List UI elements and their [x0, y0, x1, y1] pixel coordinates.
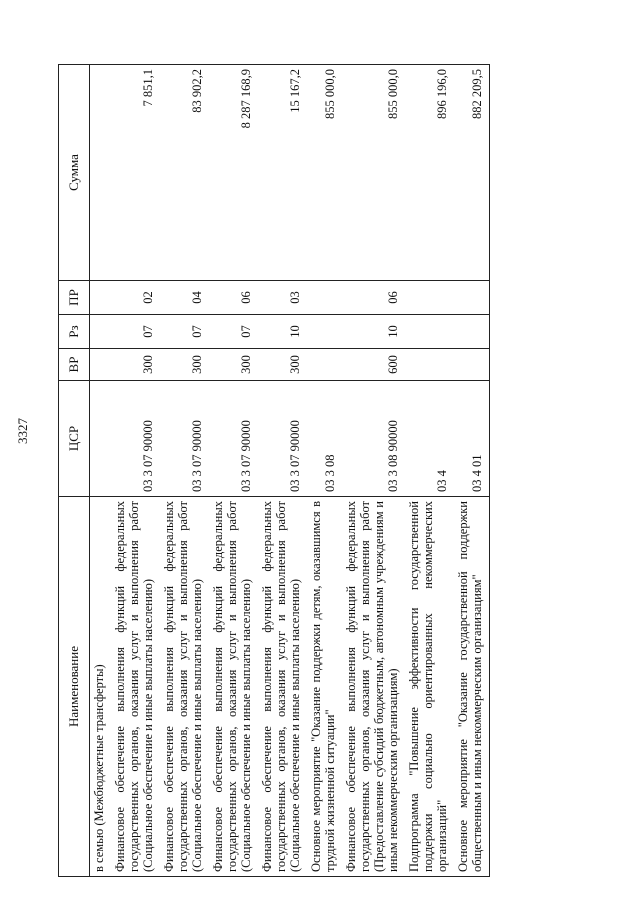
budget-table-page	[58, 65, 608, 877]
row-rz	[90, 315, 112, 349]
row-pr	[405, 281, 454, 315]
row-rz	[454, 315, 490, 349]
row-name: в семью (Межбюджетные трансферты)	[90, 497, 112, 877]
row-name: Финансовое обеспечение выполнения функций федеральных государственных органов, оказания услуг и выполнения работ (Социальное обеспечение и иные выплаты населению)	[209, 497, 258, 877]
row-pr: 04	[160, 281, 209, 315]
row-sum: 855 000,0	[342, 65, 405, 281]
row-name: Финансовое обеспечение выполнения функций федеральных государственных органов, оказания услуг и выполнения работ (Социальное обеспечение и иные выплаты населению)	[258, 497, 307, 877]
row-vr: 300	[209, 349, 258, 381]
row-csr: 03 3 07 90000	[209, 381, 258, 497]
row-pr	[90, 281, 112, 315]
table-row	[307, 65, 342, 877]
column-header-sum: Сумма	[59, 65, 90, 281]
row-sum: 855 000,0	[307, 65, 342, 281]
row-sum: 896 196,0	[405, 65, 454, 281]
row-csr: 03 3 07 90000	[111, 381, 160, 497]
row-pr	[454, 281, 490, 315]
row-rz: 10	[342, 315, 405, 349]
row-csr: 03 3 08	[307, 381, 342, 497]
table-row	[209, 65, 258, 877]
row-vr	[405, 349, 454, 381]
row-rz: 10	[258, 315, 307, 349]
row-pr: 06	[342, 281, 405, 315]
row-vr	[90, 349, 112, 381]
row-rz	[405, 315, 454, 349]
row-sum: 7 851,1	[111, 65, 160, 281]
table-row	[405, 65, 454, 877]
row-vr	[307, 349, 342, 381]
row-rz	[307, 315, 342, 349]
row-csr: 03 4 01	[454, 381, 490, 497]
row-sum: 15 167,2	[258, 65, 307, 281]
row-pr: 02	[111, 281, 160, 315]
row-name: Финансовое обеспечение выполнения функций федеральных государственных органов, оказания услуг и выполнения работ (Предоставление субсидий бюджетным, автономным учреждениям и иным некоммерческим организациям)	[342, 497, 405, 877]
table-body	[90, 65, 490, 877]
row-sum	[90, 65, 112, 281]
row-vr: 300	[160, 349, 209, 381]
row-rz: 07	[160, 315, 209, 349]
row-csr: 03 3 08 90000	[342, 381, 405, 497]
table-row	[90, 65, 112, 877]
table-row	[111, 65, 160, 877]
row-name: Финансовое обеспечение выполнения функций федеральных государственных органов, оказания услуг и выполнения работ (Социальное обеспечение и иные выплаты населению)	[111, 497, 160, 877]
row-csr: 03 4	[405, 381, 454, 497]
table-row	[454, 65, 490, 877]
row-csr: 03 3 07 90000	[258, 381, 307, 497]
row-sum: 882 209,5	[454, 65, 490, 281]
column-header-name: Наименование	[59, 497, 90, 877]
row-rz: 07	[111, 315, 160, 349]
table-row	[160, 65, 209, 877]
row-rz: 07	[209, 315, 258, 349]
row-name: Основное мероприятие "Оказание поддержки детям, оказавшимся в трудной жизненной ситуации"	[307, 497, 342, 877]
row-pr: 03	[258, 281, 307, 315]
row-pr	[307, 281, 342, 315]
row-vr: 300	[258, 349, 307, 381]
row-vr: 600	[342, 349, 405, 381]
column-header-pr: ПР	[59, 281, 90, 315]
budget-table	[58, 64, 490, 877]
table-header-row	[59, 65, 90, 877]
row-pr: 06	[209, 281, 258, 315]
row-name: Подпрограмма "Повышение эффективности государственной поддержки социально ориентированных некоммерческих организаций"	[405, 497, 454, 877]
column-header-rz: Рз	[59, 315, 90, 349]
page-number: 3327	[15, 418, 30, 444]
row-csr: 03 3 07 90000	[160, 381, 209, 497]
row-vr: 300	[111, 349, 160, 381]
row-sum: 83 902,2	[160, 65, 209, 281]
row-csr	[90, 381, 112, 497]
column-header-vr: ВР	[59, 349, 90, 381]
row-sum: 8 287 168,9	[209, 65, 258, 281]
row-vr	[454, 349, 490, 381]
row-name: Основное мероприятие "Оказание государственной поддержки общественным и иным некоммерческим организациям"	[454, 497, 490, 877]
column-header-csr: ЦСР	[59, 381, 90, 497]
table-row	[258, 65, 307, 877]
table-row	[342, 65, 405, 877]
row-name: Финансовое обеспечение выполнения функций федеральных государственных органов, оказания услуг и выполнения работ (Социальное обеспечение и иные выплаты населению)	[160, 497, 209, 877]
